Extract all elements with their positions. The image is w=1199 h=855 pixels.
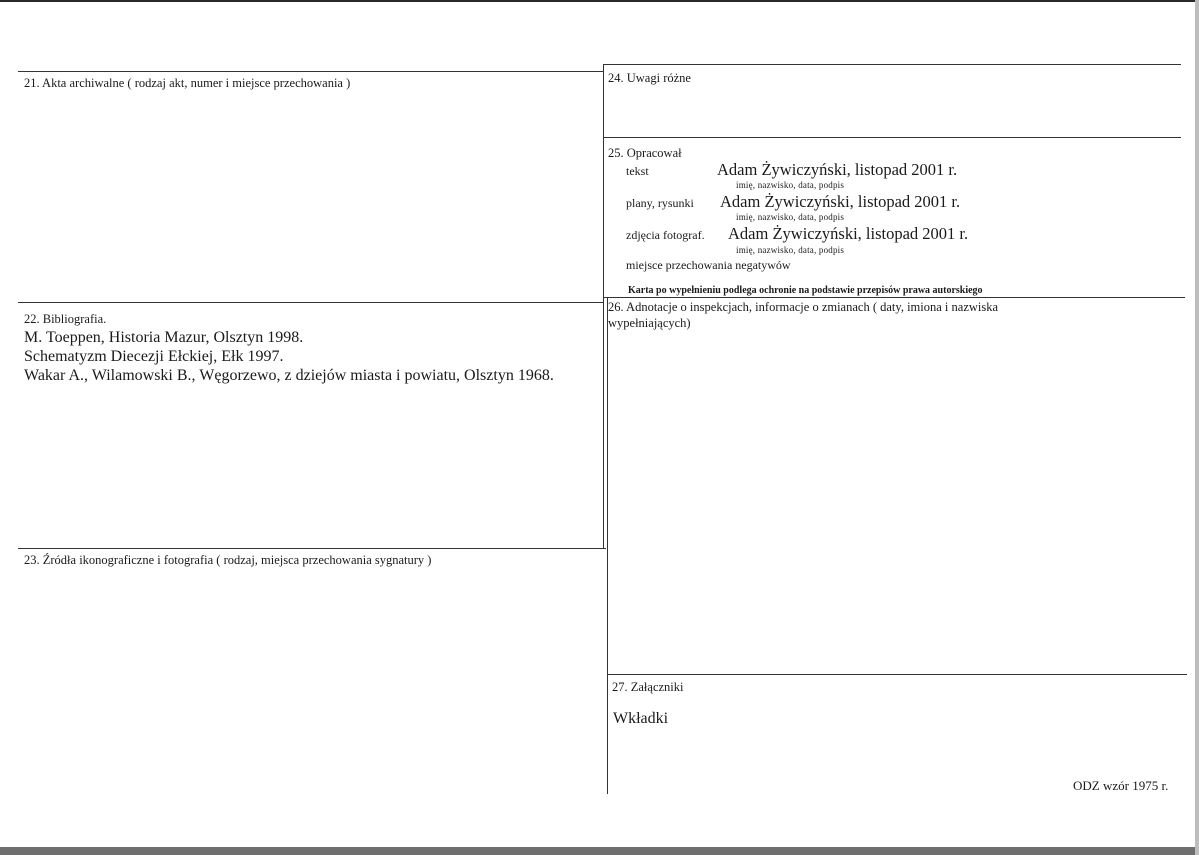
field-23-label: 23. Źródła ikonograficzne i fotografia ( rodzaj, miejsca przechowania sygnatury ) (24, 553, 432, 567)
scan-right-edge (1195, 0, 1199, 855)
field-25-label: 25. Opracował (608, 146, 682, 160)
author-row-label: plany, rysunki (626, 196, 694, 210)
field-24-label: 24. Uwagi różne (608, 71, 691, 85)
author-row-hint: imię, nazwisko, data, podpis (736, 180, 845, 190)
rule-24-25 (604, 137, 1181, 138)
bibliography-entry: Wakar A., Wilamowski B., Węgorzewo, z dziejów miasta i powiatu, Olsztyn 1968. (24, 367, 554, 384)
rule-21-22 (18, 302, 604, 303)
copyright-notice: Karta po wypełnieniu podlega ochronie na podstawie przepisów prawa autorskiego (628, 285, 983, 296)
author-row-value: Adam Żywiczyński, listopad 2001 r. (720, 192, 961, 211)
rule-25-26 (604, 297, 1185, 298)
rule-22-23 (18, 548, 606, 549)
scan-top-edge (0, 0, 1199, 2)
field-22-label: 22. Bibliografia. (24, 312, 107, 326)
rule-top-left (18, 71, 604, 72)
author-row-value: Adam Żywiczyński, listopad 2001 r. (717, 160, 958, 179)
bibliography-entry: Schematyzm Diecezji Ełckiej, Ełk 1997. (24, 348, 284, 365)
column-divider-upper (603, 64, 604, 548)
bibliography-entry: M. Toeppen, Historia Mazur, Olsztyn 1998. (24, 329, 304, 346)
author-row-label: zdjęcia fotograf. (626, 228, 705, 242)
field-27-label: 27. Załączniki (612, 680, 684, 694)
attachments-value: Wkładki (613, 710, 669, 727)
author-row-hint: imię, nazwisko, data, podpis (736, 212, 845, 222)
author-row-value: Adam Żywiczyński, listopad 2001 r. (728, 224, 969, 243)
author-row-hint: imię, nazwisko, data, podpis (736, 245, 845, 255)
author-row-label: tekst (626, 164, 649, 178)
field-26-label-cont: wypełniających) (608, 316, 691, 330)
field-21-label: 21. Akta archiwalne ( rodzaj akt, numer i miejsce przechowania ) (24, 76, 351, 90)
rule-top-right (604, 64, 1181, 65)
form-footer: ODZ wzór 1975 r. (1073, 778, 1169, 793)
column-divider-lower (607, 297, 608, 794)
scan-bottom-edge (0, 847, 1199, 855)
field-26-label: 26. Adnotacje o inspekcjach, informacje o zmianach ( daty, imiona i nazwiska (608, 300, 999, 314)
negatives-storage-label: miejsce przechowania negatywów (626, 258, 791, 272)
rule-26-27 (608, 674, 1187, 675)
